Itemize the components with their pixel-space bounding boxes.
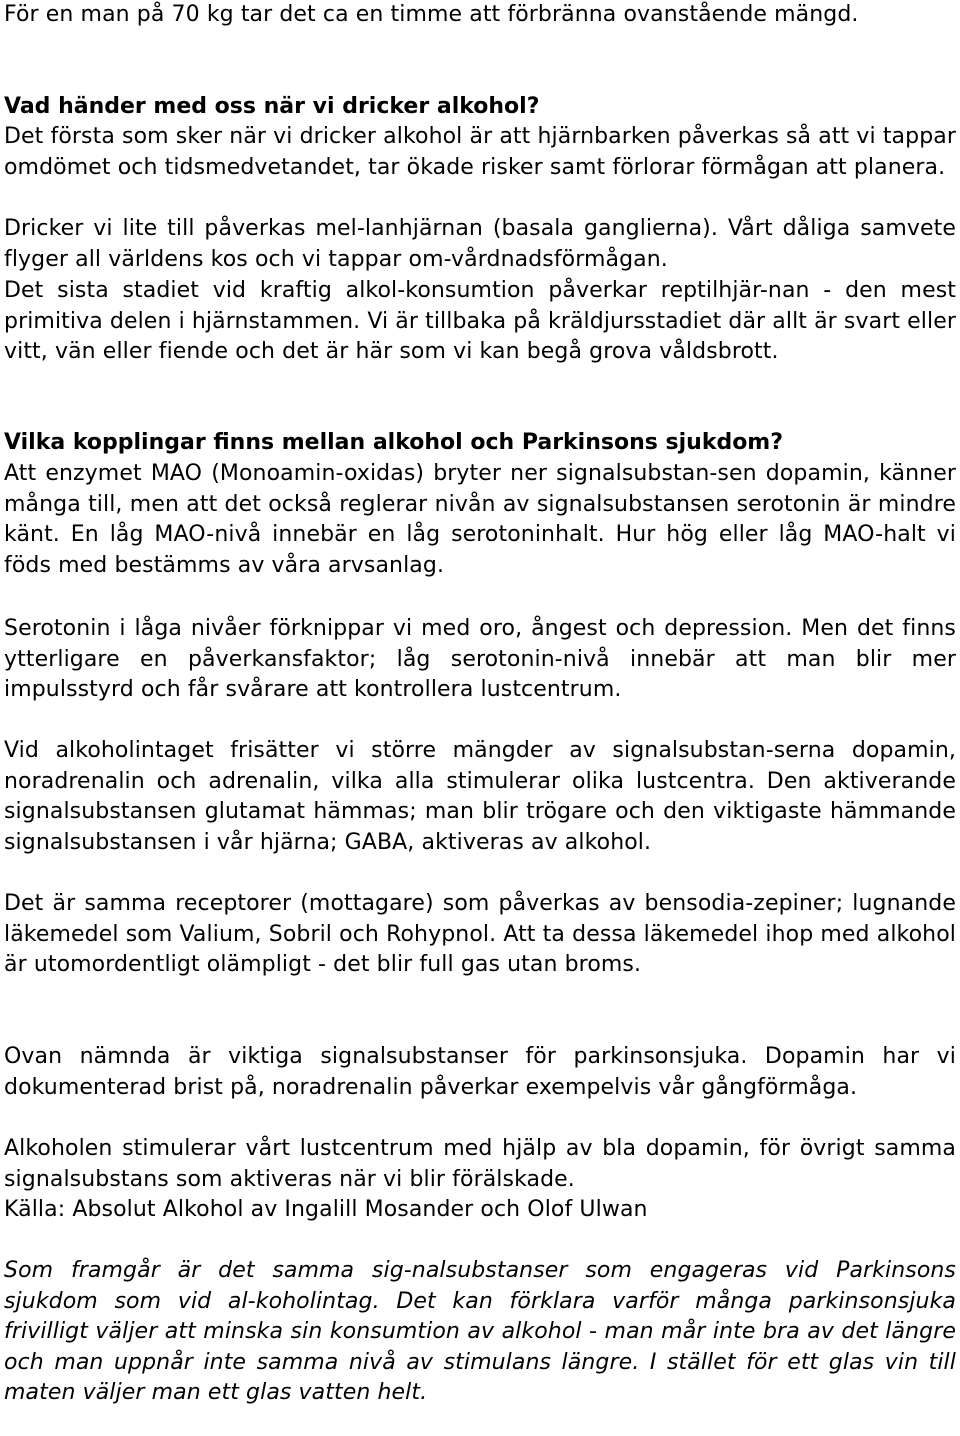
paragraph-lust-centre: Alkoholen stimulerar vårt lustcentrum med hjälp av bla dopamin, för övrigt samma signalsubstans som aktiveras när vi blir förälskade. — [4, 1136, 956, 1192]
paragraph-serotonin: Serotonin i låga nivåer förknippar vi med oro, ångest och depression. Men det finns ytterligare en påverkansfaktor; låg serotonin-nivå innebär att man blir mer impulsstyrd och får svårare att kontrollera lustcentrum. — [4, 616, 956, 702]
paragraph-receptors: Det är samma receptorer (mottagare) som påverkas av bensodia-zepiner; lugnande läkemedel som Valium, Sobril och Rohypnol. Att ta dessa läkemedel ihop med alkohol är utomordentligt olämpligt - det blir full gas utan broms. — [4, 891, 956, 977]
paragraph-intro: För en man på 70 kg tar det ca en timme att förbränna ovanstående mängd. — [4, 2, 859, 27]
paragraph-last-stage: Det sista stadiet vid kraftig alkol-konsumtion påverkar reptilhjär-nan - den mest primitiva delen i hjärnstammen. Vi är tillbaka på kräldjursstadiet där allt är svart eller vitt, vän eller fiende och det är här som vi kan begå grova våldsbrott. — [4, 278, 956, 364]
paragraph-source: Källa: Absolut Alkohol av Ingalill Mosander och Olof Ulwan — [4, 1197, 648, 1222]
paragraph-parkinson-substances: Ovan nämnda är viktiga signalsubstanser för parkinsonsjuka. Dopamin har vi dokumenterad brist på, noradrenalin påverkar exempelvis vår gångförmåga. — [4, 1044, 956, 1100]
paragraph-alcohol-intake: Vid alkoholintaget frisätter vi större mängder av signalsubstan-serna dopamin, noradrenalin och adrenalin, vilka alla stimulerar olika lustcentra. Den aktiverande signalsubstansen glutamat hämmas; man blir trögare och den viktigaste hämmande signalsubstansen i vår hjärna; GABA, aktiveras av alkohol. — [4, 738, 956, 855]
heading-parkinsons-link: Vilka kopplingar finns mellan alkohol och Parkinsons sjukdom? — [4, 430, 783, 455]
paragraph-first-stage: Det första som sker när vi dricker alkohol är att hjärnbarken påverkas så att vi tappar omdömet och tidsmedvetandet, tar ökade risker samt förlorar förmågan att planera. — [4, 124, 956, 180]
paragraph-italic-conclusion: Som framgår är det samma sig-nalsubstanser som engageras vid Parkinsons sjukdom som vid al-koholintag. Det kan förklara varför många parkinsonsjuka frivilligt väljer att minska sin konsumtion av alkohol - man mår inte bra av det längre och man uppnår inte samma nivå av stimulans längre. I stället för ett glas vin till maten väljer man ett glas vatten helt. — [4, 1258, 956, 1405]
paragraph-second-stage: Dricker vi lite till påverkas mel-lanhjärnan (basala ganglierna). Vårt dåliga samvete flyger all världens kos och vi tappar om-vårdnadsförmågan. — [4, 216, 956, 272]
heading-alcohol-effects: Vad händer med oss när vi dricker alkohol? — [4, 94, 540, 119]
paragraph-mao: Att enzymet MAO (Monoamin-oxidas) bryter ner signalsubstan-sen dopamin, känner många till, men att det också reglerar nivån av signalsubstansen serotonin är mindre känt. En låg MAO-nivå innebär en låg serotoninhalt. Hur hög eller låg MAO-halt vi föds med bestämms av våra arvsanlag. — [4, 461, 956, 578]
